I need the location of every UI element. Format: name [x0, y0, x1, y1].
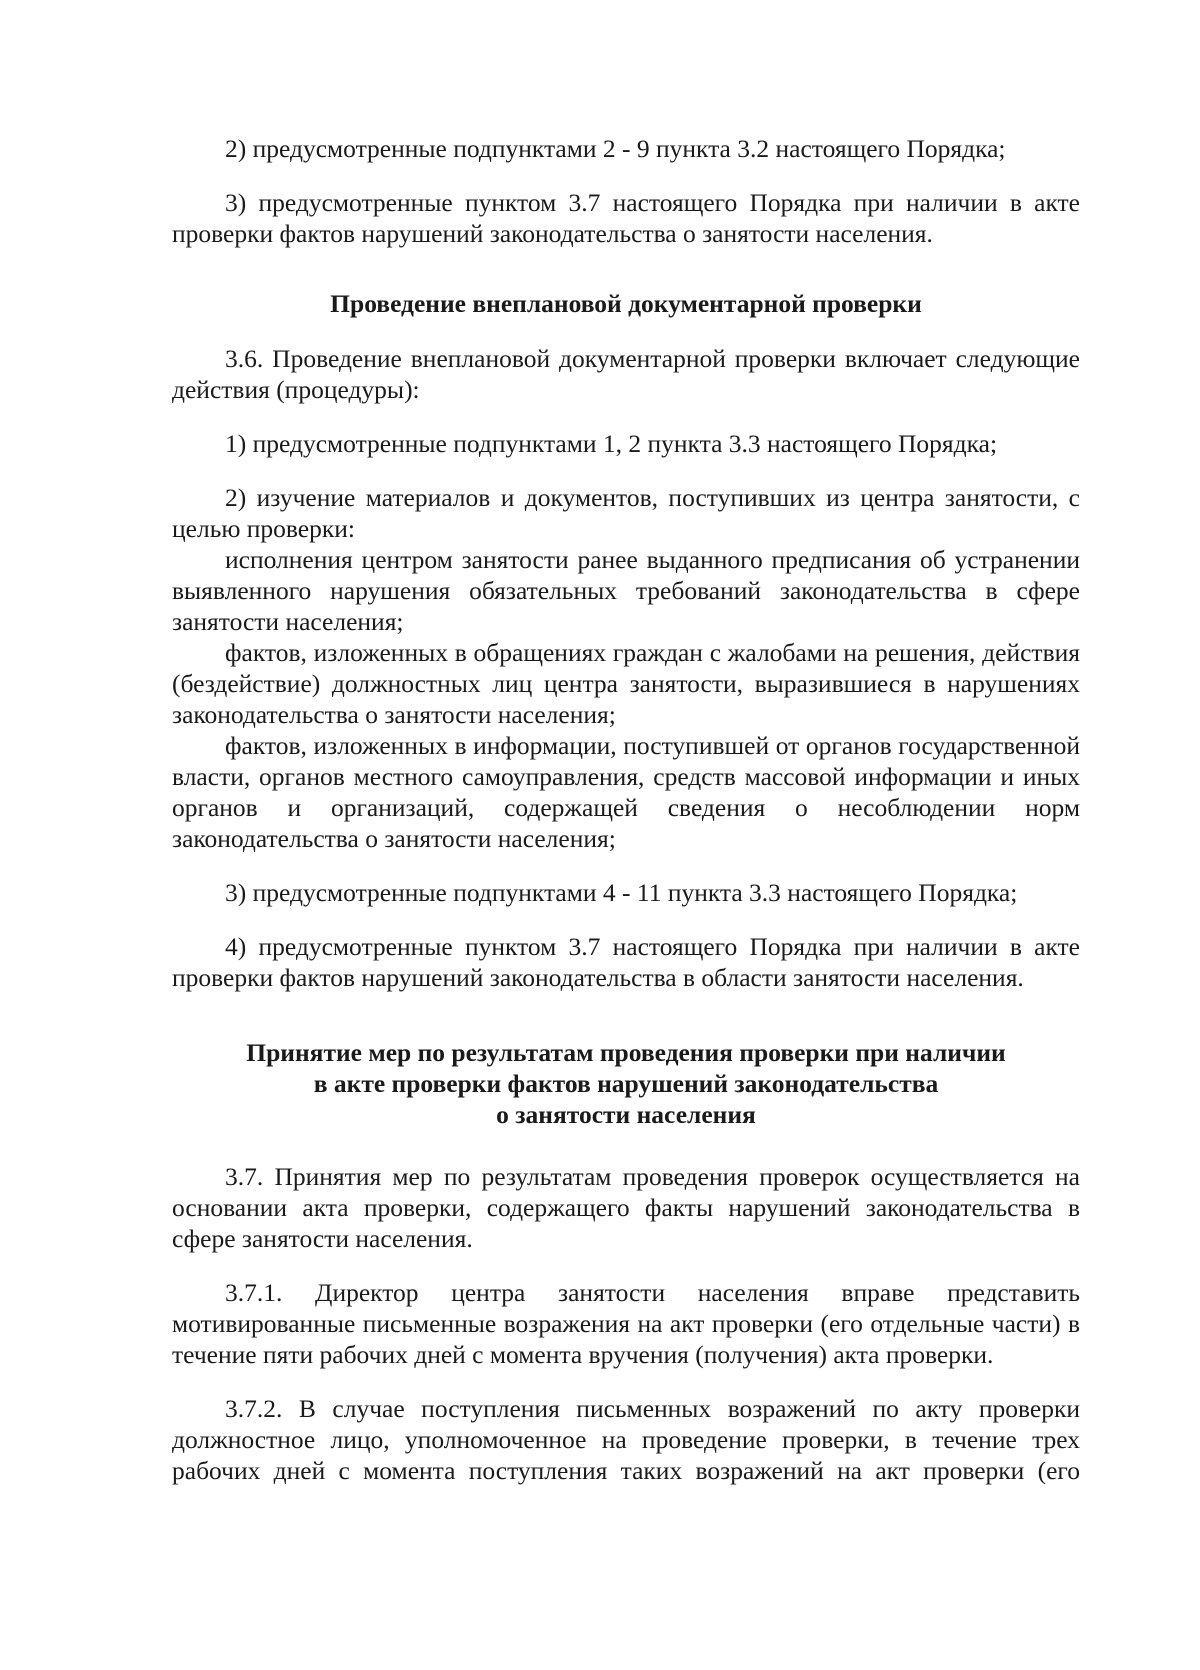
- paragraph-3-6-item-2-b: фактов, изложенных в обращениях граждан с жалобами на решения, действия (бездействие) должностных лиц центра занятости, выразившиеся в нарушениях законодательства о занятости населения;: [172, 638, 1080, 729]
- item-3-paragraph: 3) предусмотренные пунктом 3.7 настоящего Порядка при наличии в акте проверки фактов нарушений законодательства о занятости населения.: [172, 188, 1080, 248]
- paragraph-3-6: 3.6. Проведение внеплановой документарной проверки включает следующие действия (процедуры):: [172, 344, 1080, 404]
- paragraph-3-6-item-3: 3) предусмотренные подпунктами 4 - 11 пункта 3.3 настоящего Порядка;: [225, 878, 1018, 907]
- paragraph-3-6-item-1: 1) предусмотренные подпунктами 1, 2 пункта 3.3 настоящего Порядка;: [225, 429, 998, 458]
- heading-line: о занятости населения: [496, 1100, 756, 1129]
- paragraph-3-6-item-4: 4) предусмотренные пунктом 3.7 настоящего Порядка при наличии в акте проверки фактов нарушений законодательства в области занятости населения.: [172, 932, 1080, 992]
- paragraph-3-6-item-2-c: фактов, изложенных в информации, поступившей от органов государственной власти, органов местного самоуправления, средств массовой информации и иных органов и организаций, содержащей сведения о несоблюдении норм законодательства о занятости населения;: [172, 731, 1080, 853]
- paragraph-3-7: 3.7. Принятия мер по результатам проведения проверок осуществляется на основании акта проверки, содержащего факты нарушений законодательства в сфере занятости населения.: [172, 1162, 1080, 1253]
- paragraph-3-6-item-2-a: исполнения центром занятости ранее выданного предписания об устранении выявленного нарушения обязательных требований законодательства в сфере занятости населения;: [172, 545, 1080, 636]
- paragraph-3-7-1: 3.7.1. Директор центра занятости населения вправе представить мотивированные письменные возражения на акт проверки (его отдельные части) в течение пяти рабочих дней с момента вручения (получения) акта проверки.: [172, 1278, 1080, 1369]
- section-heading-unscheduled-check: [172, 288, 1080, 319]
- document-body: [172, 133, 1080, 1486]
- paragraph-3-6-item-2: 2) изучение материалов и документов, поступивших из центра занятости, с целью проверки:: [172, 483, 1080, 543]
- section-heading-measures: [172, 1037, 1080, 1130]
- paragraph-3-7-2: 3.7.2. В случае поступления письменных возражений по акту проверки должностное лицо, уполномоченное на проведение проверки, в течение трех рабочих дней с момента поступления таких возражений на акт проверки (его: [172, 1394, 1080, 1485]
- heading-line: Проведение внеплановой документарной проверки: [330, 289, 922, 318]
- heading-line: Принятие мер по результатам проведения проверки при наличии: [246, 1038, 1006, 1067]
- item-2-paragraph: 2) предусмотренные подпунктами 2 - 9 пункта 3.2 настоящего Порядка;: [225, 134, 1006, 163]
- heading-line: в акте проверки фактов нарушений законодательства: [313, 1069, 939, 1098]
